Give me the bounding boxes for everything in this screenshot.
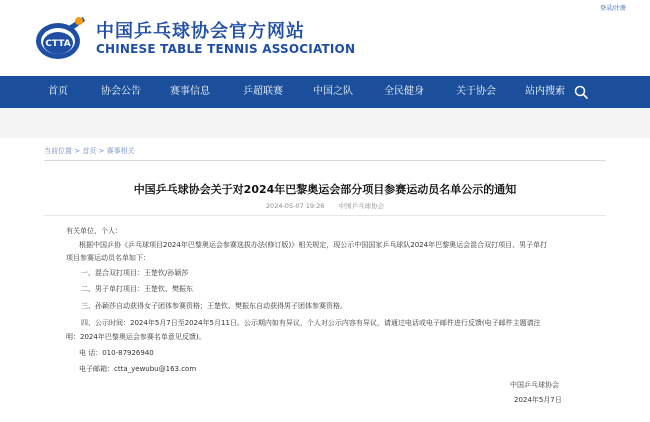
article-item-2: 二、男子单打项目：王楚钦、樊振东 (81, 285, 193, 293)
contact-phone: 电 话：010-87926940 (79, 349, 154, 357)
nav-item-fitness[interactable]: 全民健身 (384, 86, 424, 97)
article-paragraph-1b: 项目参赛运动员名单如下： (66, 254, 150, 262)
nav-item-about[interactable]: 关于协会 (456, 86, 496, 97)
article-greeting: 有关单位、个人： (66, 227, 122, 235)
ctta-logo-icon[interactable] (31, 13, 87, 61)
nav-item-home[interactable]: 首页 (48, 86, 68, 97)
article-item-3: 三、孙颖莎自动获得女子团体参赛资格；王楚钦、樊振东自动获得男子团体参赛资格。 (81, 302, 347, 310)
signature-org: 中国乒乓球协会 (510, 381, 559, 389)
nav-item-events[interactable]: 赛事信息 (170, 86, 210, 97)
breadcrumb[interactable]: 当前位置 > 首页 > 赛事相关 (44, 147, 135, 155)
svg-text:CTTA: CTTA (45, 39, 71, 49)
breadcrumb-divider (44, 160, 606, 161)
nav-item-national-team[interactable]: 中国之队 (313, 86, 353, 97)
site-title-en: CHINESE TABLE TENNIS ASSOCIATION (96, 42, 356, 56)
article-source: 中国乒乓球协会 (338, 202, 385, 210)
nav-item-announcements[interactable]: 协会公告 (101, 86, 141, 97)
nav-item-super-league[interactable]: 乒超联赛 (243, 86, 283, 97)
nav-spacer (0, 108, 650, 138)
article-title: 中国乒乓球协会关于对2024年巴黎奥运会部分项目参赛运动员名单公示的通知 (133, 183, 517, 196)
signature-date: 2024年5月7日 (514, 396, 562, 404)
site-header (0, 0, 650, 76)
article-paragraph-1a: 根据中国乒协《乒乓球项目2024年巴黎奥运会参赛选拔办法(修订版)》相关规定，现公示中国国家乒乓球队2024年巴黎奥运会混合双打项目、男子单打 (79, 241, 548, 249)
contact-email[interactable]: 电子邮箱：ctta_yewubu@163.com (79, 365, 197, 373)
site-title-cn: 中国乒乓球协会官方网站 (96, 21, 305, 42)
article-date: 2024-05-07 19:26 (265, 202, 325, 210)
login-register-link[interactable]: 登录/注册 (599, 5, 626, 12)
search-icon[interactable] (573, 84, 589, 100)
article-item-4b: 明：2024年巴黎奥运会参赛名单意见反馈)。 (66, 333, 206, 341)
main-nav (0, 76, 650, 108)
article-item-1: 一、混合双打项目：王楚钦/孙颖莎 (81, 269, 189, 277)
meta-divider (44, 215, 606, 216)
article-meta (0, 201, 650, 210)
nav-item-site-search[interactable]: 站内搜索 (525, 86, 565, 97)
article-item-4a: 四、公示时间：2024年5月7日至2024年5月11日。公示期内如有异议，个人对公示内容有异议，请通过电话或电子邮件进行反馈(电子邮件主题请注 (81, 319, 541, 327)
